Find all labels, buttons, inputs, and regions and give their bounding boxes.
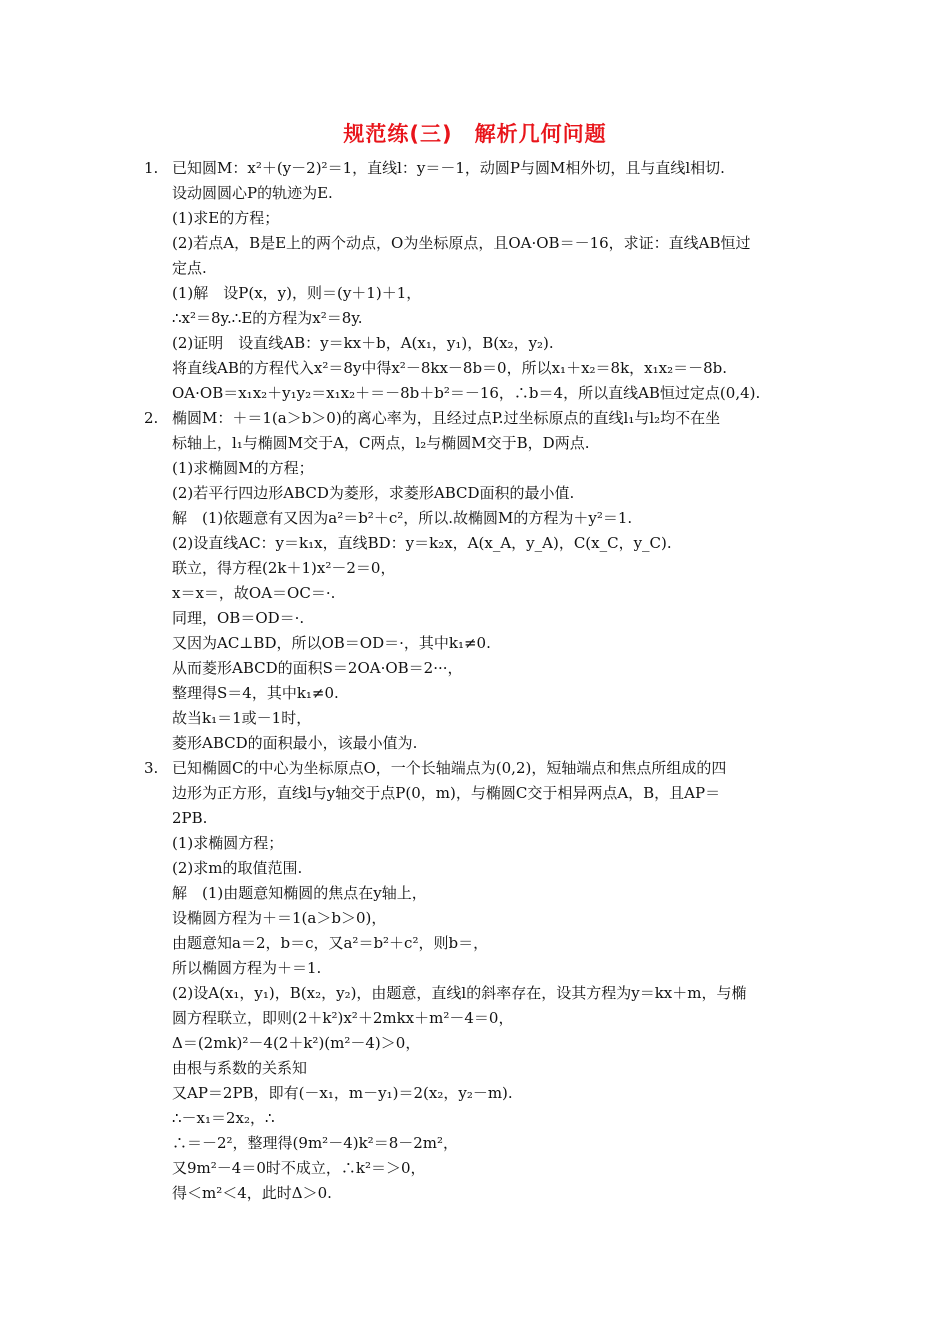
problem-3-line: (2)求m的取值范围. [172,859,303,877]
problem-3-line: 又AP＝2PB，即有(－x₁，m－y₁)＝2(x₂，y₂－m). [172,1084,513,1102]
problem-1-line: 将直线AB的方程代入x²＝8y中得x²－8kx－8b＝0，所以x₁＋x₂＝8k，x₁x₂＝－8b. [172,359,728,377]
problem-2-line: 标轴上，l₁与椭圆M交于A，C两点，l₂与椭圆M交于B，D两点. [172,434,590,452]
problem-3-line: 由根与系数的关系知 [172,1059,308,1077]
problem-2-line: 又因为AC⊥BD，所以OB＝OD＝·，其中k₁≠0. [172,634,491,652]
problem-3-line: 设椭圆方程为＋＝1(a＞b＞0)， [172,909,387,927]
problem-1-line: OA·OB＝x₁x₂＋y₁y₂＝x₁x₂＋＝－8b＋b²＝－16，∴b＝4，所以直线AB恒过定点(0,4). [172,384,761,402]
problem-3-line: ∴＝－2²，整理得(9m²－4)k²＝8－2m²， [172,1134,459,1152]
problem-1-line: 设动圆圆心P的轨迹为E. [172,184,333,202]
problem-3-line: ∴－x₁＝2x₂，∴ [172,1109,275,1127]
problem-2-line: (1)求椭圆M的方程； [172,459,314,477]
problem-1-line: (2)证明 设直线AB：y＝kx＋b，A(x₁，y₁)，B(x₂，y₂). [172,334,554,352]
problem-3-line: 2PB. [172,809,208,827]
problem-3-line: 得＜m²＜4，此时Δ＞0. [172,1184,332,1202]
problem-3-line: 由题意知a＝2，b＝c，又a²＝b²＋c²，则b＝， [172,934,489,952]
problem-3-line: Δ＝(2mk)²－4(2＋k²)(m²－4)＞0， [172,1034,421,1052]
problem-3-line: 圆方程联立，即则(2＋k²)x²＋2mkx＋m²－4＝0， [172,1009,514,1027]
problem-1-line: 已知圆M：x²＋(y－2)²＝1，直线l：y＝－1，动圆P与圆M相外切，且与直线l相切. [172,159,725,177]
problem-2-line: 整理得S＝4，其中k₁≠0. [172,684,339,702]
problem-1-line: (2)若点A，B是E上的两个动点，O为坐标原点，且OA·OB＝－16，求证：直线AB恒过 [172,234,751,252]
problem-3-line: 已知椭圆C的中心为坐标原点O，一个长轴端点为(0,2)，短轴端点和焦点所组成的四 [172,759,727,777]
problem-2-line: 解 (1)依题意有又因为a²＝b²＋c²，所以.故椭圆M的方程为＋y²＝1. [172,509,633,527]
problem-3-line: 所以椭圆方程为＋＝1. [172,959,322,977]
problem-2-line: 椭圆M：＋＝1(a＞b＞0)的离心率为，且经过点P.过坐标原点的直线l₁与l₂均不在坐 [172,409,721,427]
problem-1-number: 1. [144,159,159,177]
problem-3-line: 又9m²－4＝0时不成立，∴k²＝＞0， [172,1159,426,1177]
problem-2-line: 从而菱形ABCD的面积S＝2OA·OB＝2···， [172,659,463,677]
problem-2-number: 2. [144,409,159,427]
problem-2-line: 同理，OB＝OD＝·. [172,609,305,627]
problem-3-line: (1)求椭圆方程； [172,834,284,852]
problem-2-line: (2)设直线AC：y＝k₁x，直线BD：y＝k₂x，A(x_A，y_A)，C(x_C，y_C). [172,534,672,552]
problem-3-number: 3. [144,759,159,777]
problem-3-line: (2)设A(x₁，y₁)，B(x₂，y₂)，由题意，直线l的斜率存在，设其方程为y＝kx＋m，与椭 [172,984,747,1002]
problem-1-line: ∴x²＝8y.∴E的方程为x²＝8y. [172,309,363,327]
problem-1-line: (1)解 设P(x，y)，则＝(y＋1)＋1， [172,284,422,302]
problem-2-line: x＝x＝，故OA＝OC＝·. [172,584,336,602]
problem-2-line: 故当k₁＝1或－1时， [172,709,312,727]
problem-2-line: (2)若平行四边形ABCD为菱形，求菱形ABCD面积的最小值. [172,484,575,502]
problem-1-line: 定点. [172,259,207,277]
problem-2-line: 菱形ABCD的面积最小，该最小值为. [172,734,418,752]
problem-2-line: 联立，得方程(2k＋1)x²－2＝0， [172,559,396,577]
problem-1-line: (1)求E的方程； [172,209,280,227]
problem-3-line: 边形为正方形，直线l与y轴交于点P(0，m)，与椭圆C交于相异两点A，B，且AP＝ [172,784,721,802]
problem-3-line: 解 (1)由题意知椭圆的焦点在y轴上， [172,884,427,902]
page-title: 规范练(三) 解析几何问题 [343,122,607,146]
